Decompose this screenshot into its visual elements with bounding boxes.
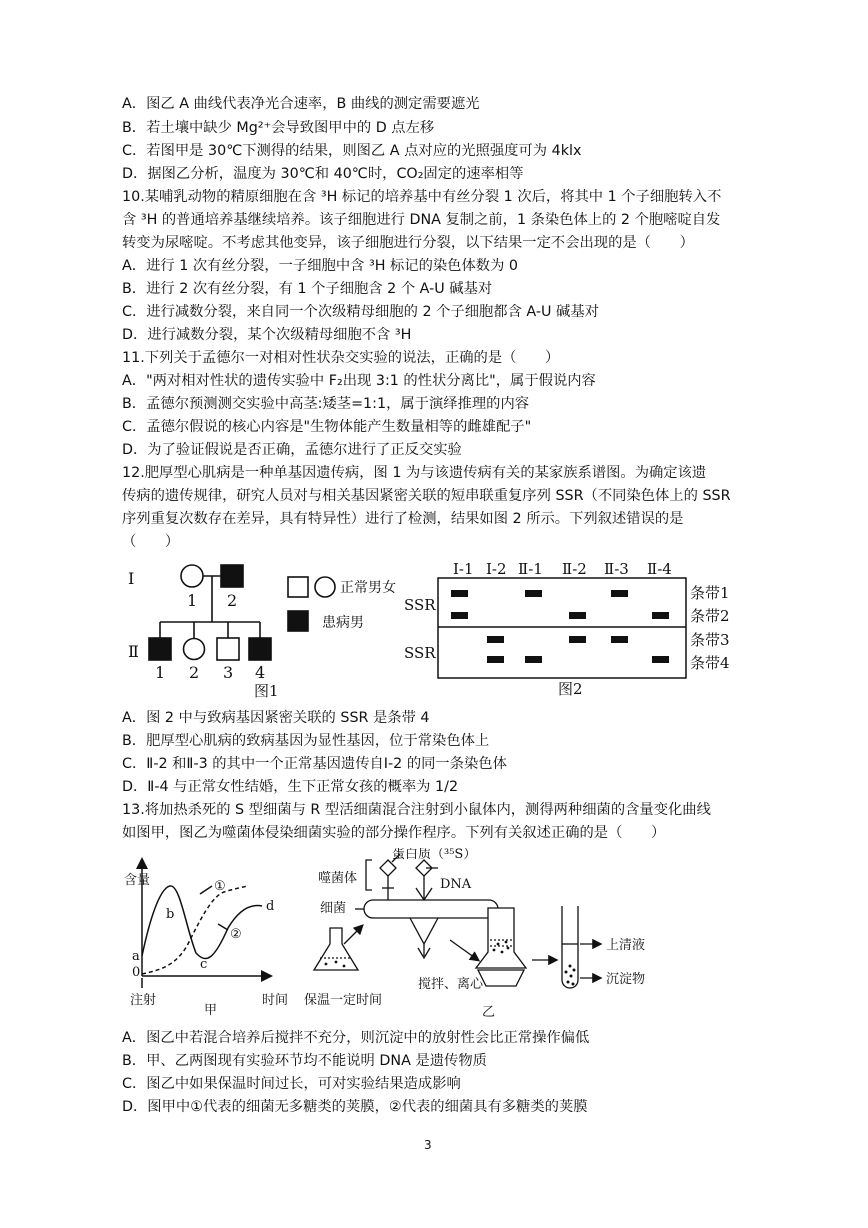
q12-option-a: A．图 2 中与致病基因紧密关联的 SSR 是条带 4 [122,710,430,726]
curve-1-leader [200,886,212,894]
q9-option-a: A．图乙 A 曲线代表净光合速率，B 曲线的测定需要遮光 [122,96,480,112]
band-ii1-1 [525,590,542,597]
y-axis-label: 含量 [124,873,151,888]
legend-affected-male-symbol [288,611,308,631]
q12-option-b: B．肥厚型心肌病的致病基因为显性基因，位于常染色体上 [122,733,490,749]
q11-option-b: B．孟德尔预测测交实验中高茎:矮茎=1:1，属于演绎推理的内容 [122,396,530,412]
band-ii2-3 [569,636,586,643]
phage-label: 噬菌体 [318,871,358,886]
i2-number: 2 [227,591,238,610]
q13-option-a: A．图乙中若混合培养后搅拌不充分，则沉淀中的放射性会比正常操作偏低 [122,1030,590,1046]
legend-normal-male-symbol [288,577,308,597]
band-ii4-4 [652,656,669,663]
incubate-label: 保温一定时间 [304,993,383,1008]
gen-i-label: Ⅰ [128,569,135,588]
band-i2-4 [487,656,504,663]
dna-label: DNA [440,877,472,892]
q10-stem-line1: 10.某哺乳动物的精原细胞在含 ³H 标记的培养基中有丝分裂 1 次后，将其中 1 个子细胞转入不 [122,189,722,205]
fig-yi-caption: 乙 [482,1005,496,1020]
q12-option-d: D．Ⅱ-4 与正常女性结婚，生下正常女孩的概率为 1/2 [122,779,459,795]
band4-label: 条带4 [690,654,730,672]
x-axis-label: 时间 [262,993,289,1008]
pedigree-ii4-male-affected [249,638,271,660]
fig2-caption: 图2 [558,680,583,698]
ii3-number: 3 [223,663,234,682]
col-ii4: Ⅱ-4 [647,560,672,578]
q9-option-c: C．若图甲是 30℃下测得的结果，则图乙 A 点对应的光照强度可为 4klx [122,143,582,159]
figure-jia-growth-curves [120,848,300,1016]
flask-to-mix-arrow [344,926,362,944]
legend-normal-label: 正常男女 [340,580,396,596]
q12-stem-line3: 序列重复次数存在差异，具有特异性）进行了检测，结果如图 2 所示。下列叙述错误的是 [122,511,684,527]
curve-2-leader [218,924,228,930]
q12-option-c: C．Ⅱ-2 和Ⅱ-3 的其中一个正常基因遗传自Ⅰ-2 的同一条染色体 [122,756,507,772]
ssr-gel-figure [398,556,748,702]
q10-option-b: B．进行 2 次有丝分裂，有 1 个子细胞含 2 个 A-U 碱基对 [122,281,493,297]
pedigree-i1-female-normal [181,565,203,587]
band-i2-3 [487,636,504,643]
band1-label: 条带1 [690,584,730,602]
q13-option-b: B．甲、乙两图现有实验环节均不能说明 DNA 是遗传物质 [122,1053,487,1069]
fig1-caption: 图1 [254,682,279,700]
stir-arrow [450,940,478,960]
phage-bracket [366,860,372,890]
phage-head-1 [380,860,396,876]
ssr-label-bottom: SSR [404,644,436,662]
band-ii1-4 [525,656,542,663]
stir-label: 搅拌、离心 [418,977,484,992]
col-ii3: Ⅱ-3 [604,560,629,578]
gel-frame [438,578,686,678]
q13-stem-line1: 13.将加热杀死的 S 型细菌与 R 型活细菌混合注射到小鼠体内，测得两种细菌的含量变化曲线 [122,802,711,818]
culture-flask [314,928,358,970]
gen-ii-label: Ⅱ [128,642,139,661]
curve-1-label: ① [214,879,226,894]
q10-stem-line2: 含 ³H 的普通培养基继续培养。该子细胞进行 DNA 复制之前，1 条染色体上的 2 个胞嘧啶自发 [122,212,721,228]
q10-option-d: D．进行减数分裂，某个次级精母细胞不含 ³H [122,327,412,343]
col-ii1: Ⅱ-1 [518,560,543,578]
pedigree-figure [118,556,428,704]
label-c: c [200,957,208,972]
q13-option-c: C．图乙中如果保温时间过长，可对实验结果造成影响 [122,1076,461,1092]
curve-2-label: ② [230,927,242,942]
col-i2: Ⅰ-2 [486,560,507,578]
ii1-number: 1 [155,663,166,682]
page-number: 3 [424,1138,432,1152]
q11-option-d: D．为了验证假说是否正确，孟德尔进行了正反交实验 [122,442,462,458]
band-ii3-3 [611,636,628,643]
legend-affected-label: 患病男 [322,615,364,631]
q13-option-d: D．图甲中①代表的细菌无多糖类的荚膜，②代表的细菌具有多糖类的荚膜 [122,1099,588,1115]
ii4-number: 4 [255,663,266,682]
q12-stem-line2: 传病的遗传规律，研究人员对与相关基因紧密关联的短串联重复序列 SSR（不同染色体上的 SSR [122,488,731,504]
band2-label: 条带2 [690,607,730,625]
label-b: b [166,907,175,922]
curve-2 [142,886,262,959]
q9-option-d: D．据图乙分析，温度为 30℃和 40℃时，CO₂固定的速率相等 [122,166,524,182]
ii2-number: 2 [189,663,200,682]
bacterium-cell [364,900,498,918]
band-ii4-2 [652,612,669,619]
band3-label: 条带3 [690,631,730,649]
q13-stem-line2: 如图甲，图乙为噬菌体侵染细菌实验的部分操作程序。下列有关叙述正确的是（ ） [122,825,666,841]
q11-option-c: C．孟德尔假说的核心内容是"生物体能产生数量相等的雌雄配子" [122,419,532,435]
i1-number: 1 [187,591,198,610]
origin-label: 0 [132,965,141,980]
protein-label: 蛋白质（³⁵S） [392,848,477,862]
q10-option-c: C．进行减数分裂，来自同一个次级精母细胞的 2 个子细胞都含 A-U 碱基对 [122,304,599,320]
q9-option-b: B．若土壤中缺少 Mg²⁺会导致图甲中的 D 点左移 [122,120,435,136]
q10-stem-line3: 转变为尿嘧啶。不考虑其他变异，该子细胞进行分裂，以下结果一定不会出现的是（ ） [122,235,694,251]
figure-yi-phage-procedure [300,848,680,1020]
q10-option-a: A．进行 1 次有丝分裂，一子细胞中含 ³H 标记的染色体数为 0 [122,258,519,274]
sediment-label: 沉淀物 [606,972,646,987]
q11-option-a: A．"两对相对性状的遗传实验中 F₂出现 3:1 的性状分离比"，属于假说内容 [122,373,596,389]
legend-normal-female-symbol [315,577,335,597]
q12-stem-line4: （ ） [122,534,180,550]
band-ii2-2 [569,612,586,619]
q12-stem-line1: 12.肥厚型心肌病是一种单基因遗传病，图 1 为与该遗传病有关的某家族系谱图。为确定该遗 [122,465,707,481]
q11-stem: 11.下列关于孟德尔一对相对性状杂交实验的说法，正确的是（ ） [122,350,560,366]
col-ii2: Ⅱ-2 [562,560,587,578]
pedigree-ii2-female-normal [184,639,205,660]
pedigree-ii3-male-normal [217,638,239,660]
inject-label: 注射 [130,993,157,1008]
pedigree-ii1-male-affected [149,638,171,660]
label-a: a [132,949,140,964]
band-i1-2 [451,612,468,619]
label-d: d [266,899,275,914]
band-ii3-1 [611,590,628,597]
ssr-label-top: SSR [404,596,436,614]
fig-jia-caption: 甲 [204,1003,218,1016]
bacteria-label: 细菌 [320,901,347,916]
col-i1: Ⅰ-1 [453,560,474,578]
pedigree-i2-male-affected [221,565,243,587]
supernatant-label: 上清液 [606,938,646,953]
band-i1-1 [451,590,468,597]
